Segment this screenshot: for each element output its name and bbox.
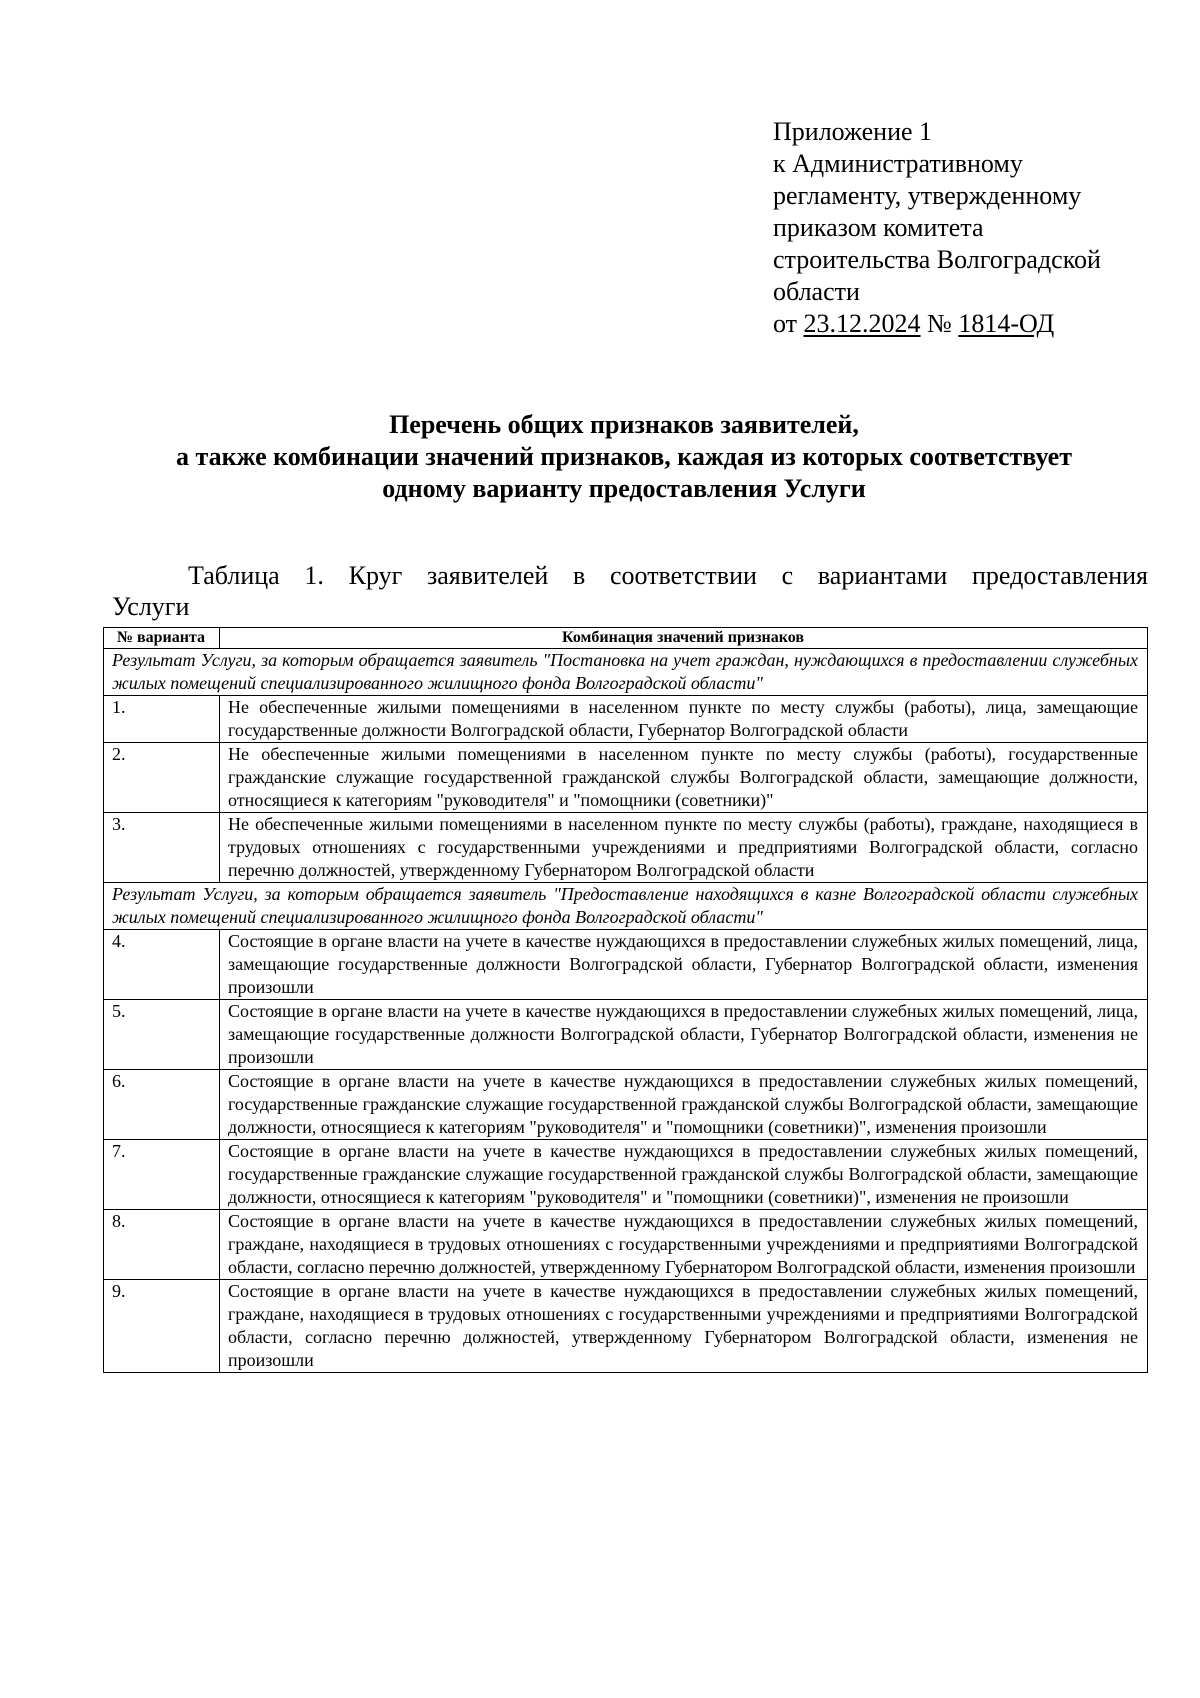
section-title: Результат Услуги, за которым обращается заявитель "Предоставление находящихся в казне Волгоградской области служебных жилых помещений специализированного жилищного фонда Волгоградской области" [104, 883, 1148, 930]
appendix-line: регламенту, утвержденному [773, 181, 1082, 210]
order-number: 1814-ОД [958, 309, 1055, 338]
appendix-date-line [773, 308, 1173, 340]
variant-number: 6. [104, 1070, 220, 1140]
variant-description: Состоящие в органе власти на учете в качестве нуждающихся в предоставлении служебных жилых помещений, государственные гражданские служащие государственной гражданской службы Волгоградской области, замещающие должности, относящиеся к категориям "руководителя" и "помощники (советники)", изменения не произошли [220, 1140, 1148, 1210]
order-date: 23.12.2024 [803, 309, 921, 338]
table-caption [112, 560, 1148, 622]
appendix-line: области [773, 277, 860, 306]
appendix-line: приказом комитета [773, 213, 984, 242]
variant-number: 7. [104, 1140, 220, 1210]
applicants-table [103, 627, 1148, 1373]
document-title [100, 409, 1148, 505]
variant-number: 5. [104, 1000, 220, 1070]
table-row [104, 1280, 1148, 1373]
date-prefix: от [773, 309, 804, 338]
caption-line: Таблица 1. Круг заявителей в соответствии с вариантами предоставления [188, 561, 1148, 590]
header-variant-number: № варианта [104, 628, 220, 649]
table-row [104, 1000, 1148, 1070]
variant-description: Состоящие в органе власти на учете в качестве нуждающихся в предоставлении служебных жилых помещений, граждане, находящиеся в трудовых отношениях с государственными учреждениями и предприятиями Волгоградской области, согласно перечню должностей, утвержденному Губернатором Волгоградской области, изменения не произошли [220, 1280, 1148, 1373]
table-row [104, 813, 1148, 883]
variant-number: 3. [104, 813, 220, 883]
variant-description: Не обеспеченные жилыми помещениями в населенном пункте по месту службы (работы), государственные гражданские служащие государственной гражданской службы Волгоградской области, замещающие должности, относящиеся к категориям "руководителя" и "помощники (советники)" [220, 743, 1148, 813]
table-row [104, 930, 1148, 1000]
variant-description: Не обеспеченные жилыми помещениями в населенном пункте по месту службы (работы), лица, замещающие государственные должности Волгоградской области, Губернатор Волгоградской области [220, 696, 1148, 743]
section-title: Результат Услуги, за которым обращается заявитель "Постановка на учет граждан, нуждающихся в предоставлении служебных жилых помещений специализированного жилищного фонда Волгоградской области" [104, 649, 1148, 696]
table-row [104, 1210, 1148, 1280]
variant-description: Состоящие в органе власти на учете в качестве нуждающихся в предоставлении служебных жилых помещений, лица, замещающие государственные должности Волгоградской области, Губернатор Волгоградской области, изменения не произошли [220, 1000, 1148, 1070]
variant-number: 1. [104, 696, 220, 743]
section-row [104, 883, 1148, 930]
number-sign: № [920, 309, 959, 338]
table-row [104, 1140, 1148, 1210]
table-row [104, 696, 1148, 743]
variant-description: Состоящие в органе власти на учете в качестве нуждающихся в предоставлении служебных жилых помещений, граждане, находящиеся в трудовых отношениях с государственными учреждениями и предприятиями Волгоградской области, согласно перечню должностей, утвержденному Губернатором Волгоградской области, изменения произошли [220, 1210, 1148, 1280]
variant-number: 8. [104, 1210, 220, 1280]
table-row [104, 1070, 1148, 1140]
variant-number: 9. [104, 1280, 220, 1373]
header-combination: Комбинация значений признаков [220, 628, 1148, 649]
appendix-line: к Административному [773, 149, 1023, 178]
variant-description: Не обеспеченные жилыми помещениями в населенном пункте по месту службы (работы), граждане, находящиеся в трудовых отношениях с государственными учреждениями и предприятиями Волгоградской области, согласно перечню должностей, утвержденному Губернатором Волгоградской области [220, 813, 1148, 883]
title-line: Перечень общих признаков заявителей, [389, 410, 859, 439]
variant-description: Состоящие в органе власти на учете в качестве нуждающихся в предоставлении служебных жилых помещений, государственные гражданские служащие государственной гражданской службы Волгоградской области, замещающие должности, относящиеся к категориям "руководителя" и "помощники (советники)", изменения произошли [220, 1070, 1148, 1140]
variant-number: 4. [104, 930, 220, 1000]
appendix-block [773, 116, 1173, 340]
table-row [104, 743, 1148, 813]
variant-description: Состоящие в органе власти на учете в качестве нуждающихся в предоставлении служебных жилых помещений, лица, замещающие государственные должности Волгоградской области, Губернатор Волгоградской области, изменения произошли [220, 930, 1148, 1000]
section-row [104, 649, 1148, 696]
caption-line: Услуги [112, 592, 190, 621]
title-line: а также комбинации значений признаков, каждая из которых соответствует [176, 442, 1072, 471]
title-line: одному варианту предоставления Услуги [382, 474, 866, 503]
table-header-row [104, 628, 1148, 649]
appendix-line: Приложение 1 [773, 117, 933, 146]
variant-number: 2. [104, 743, 220, 813]
appendix-line: строительства Волгоградской [773, 245, 1101, 274]
